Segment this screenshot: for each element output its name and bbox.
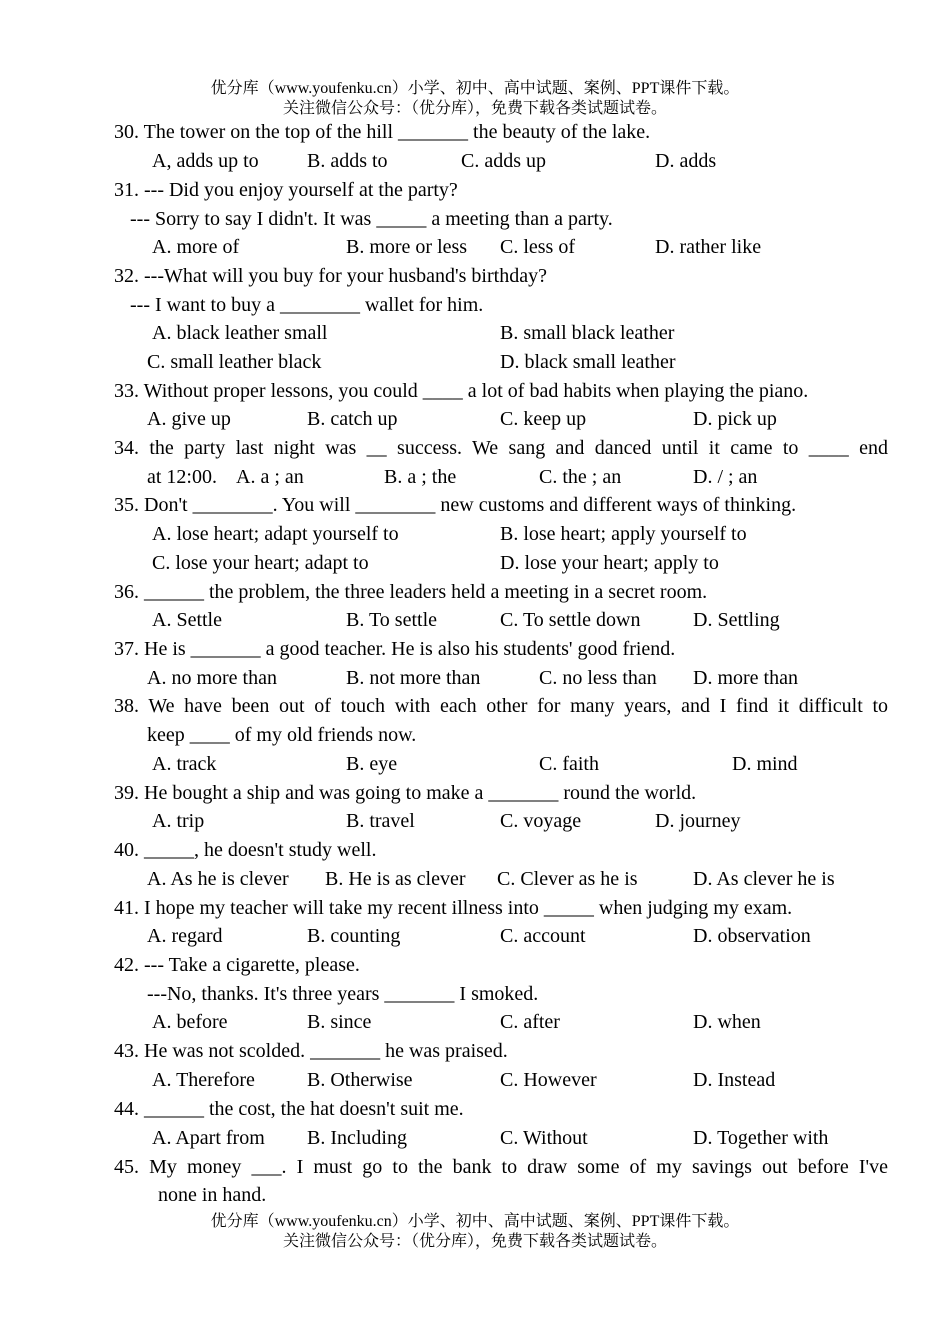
question-36-option-a: A. Settle: [152, 609, 222, 631]
question-40-option-a: A. As he is clever: [147, 868, 289, 890]
footer-line-1: 优分库（www.youfenku.cn）小学、初中、高中试题、案例、PPT课件下载。: [210, 1213, 740, 1230]
question-44-stem: 44. ______ the cost, the hat doesn't suit me.: [114, 1098, 464, 1120]
question-42-option-c: C. after: [500, 1011, 560, 1033]
question-34-stem: 34. the party last night was __ success. We sang and danced until it came to ____ end: [114, 437, 888, 459]
question-30-option-a: A, adds up to: [152, 150, 259, 172]
question-35-option-c: C. lose your heart; adapt to: [152, 552, 369, 574]
question-32-stem-2: --- I want to buy a ________ wallet for him.: [130, 294, 484, 316]
question-41-option-d: D. observation: [693, 925, 811, 947]
question-36-option-d: D. Settling: [693, 609, 780, 631]
question-41-option-c: C. account: [500, 925, 586, 947]
question-39-option-a: A. trip: [152, 810, 205, 832]
question-32-stem: 32. ---What will you buy for your husband's birthday?: [114, 265, 547, 287]
question-38-option-c: C. faith: [539, 753, 599, 775]
question-36-option-c: C. To settle down: [500, 609, 641, 631]
question-43-option-a: A. Therefore: [152, 1069, 255, 1091]
question-36-option-b: B. To settle: [346, 609, 438, 631]
question-37-option-c: C. no less than: [539, 667, 657, 689]
question-45-stem: 45. My money ___. I must go to the bank to draw some of my savings out before I've: [114, 1156, 888, 1178]
question-37-option-a: A. no more than: [147, 667, 277, 689]
question-40-option-d: D. As clever he is: [693, 868, 835, 890]
question-39-stem: 39. He bought a ship and was going to make a _______ round the world.: [114, 782, 697, 804]
question-38-stem-2: keep ____ of my old friends now.: [147, 724, 417, 746]
question-43-option-c: C. However: [500, 1069, 597, 1091]
question-44-option-d: D. Together with: [693, 1127, 829, 1149]
question-34-stem-2: at 12:00.: [147, 466, 217, 488]
question-38-option-d: D. mind: [732, 753, 798, 775]
question-31-option-a: A. more of: [152, 236, 240, 258]
question-39-option-c: C. voyage: [500, 810, 582, 832]
question-42-stem: 42. --- Take a cigarette, please.: [114, 954, 360, 976]
question-31-option-d: D. rather like: [655, 236, 762, 258]
question-44-option-c: C. Without: [500, 1127, 588, 1149]
question-45-stem-2: none in hand.: [158, 1184, 267, 1206]
question-40-stem: 40. _____, he doesn't study well.: [114, 839, 377, 861]
question-33-stem: 33. Without proper lessons, you could ____ a lot of bad habits when playing the piano.: [114, 380, 809, 402]
question-32-option-d: D. black small leather: [500, 351, 676, 373]
question-43-option-d: D. Instead: [693, 1069, 776, 1091]
question-34-option-d: D. / ; an: [693, 466, 758, 488]
question-31-option-b: B. more or less: [346, 236, 468, 258]
question-33-option-c: C. keep up: [500, 408, 587, 430]
question-43-option-b: B. Otherwise: [307, 1069, 413, 1091]
question-43-stem: 43. He was not scolded. _______ he was praised.: [114, 1040, 508, 1062]
question-36-stem: 36. ______ the problem, the three leaders held a meeting in a secret room.: [114, 581, 708, 603]
question-38-option-b: B. eye: [346, 753, 398, 775]
question-37-stem: 37. He is _______ a good teacher. He is also his students' good friend.: [114, 638, 676, 660]
question-32-option-c: C. small leather black: [147, 351, 322, 373]
question-41-option-b: B. counting: [307, 925, 401, 947]
question-37-option-d: D. more than: [693, 667, 798, 689]
question-38-stem: 38. We have been out of touch with each other for many years, and I find it difficult to: [114, 695, 888, 717]
question-39-option-b: B. travel: [346, 810, 415, 832]
question-30-option-b: B. adds to: [307, 150, 388, 172]
footer-line-2: 关注微信公众号：（优分库），免费下载各类试题试卷。: [282, 1233, 667, 1250]
question-31-option-c: C. less of: [500, 236, 575, 258]
question-32-option-b: B. small black leather: [500, 322, 675, 344]
question-42-stem-2: ---No, thanks. It's three years _______ I smoked.: [147, 983, 539, 1005]
question-34-option-c: C. the ; an: [539, 466, 622, 488]
question-34-option-b: B. a ; the: [384, 466, 457, 488]
question-35-stem: 35. Don't ________. You will ________ new customs and different ways of thinking.: [114, 494, 797, 516]
question-30-stem: 30. The tower on the top of the hill _______ the beauty of the lake.: [114, 121, 651, 143]
question-42-option-b: B. since: [307, 1011, 372, 1033]
question-38-option-a: A. track: [152, 753, 217, 775]
question-33-option-b: B. catch up: [307, 408, 398, 430]
page-footer: [0, 1212, 950, 1252]
question-40-option-c: C. Clever as he is: [497, 868, 638, 890]
question-30-option-c: C. adds up: [461, 150, 546, 172]
question-39-option-d: D. journey: [655, 810, 741, 832]
question-37-option-b: B. not more than: [346, 667, 481, 689]
question-30-option-d: D. adds: [655, 150, 717, 172]
question-44-option-a: A. Apart from: [152, 1127, 265, 1149]
question-32-option-a: A. black leather small: [152, 322, 328, 344]
question-35-option-d: D. lose your heart; apply to: [500, 552, 719, 574]
question-31-stem: 31. --- Did you enjoy yourself at the party?: [114, 179, 458, 201]
question-44-option-b: B. Including: [307, 1127, 407, 1149]
question-42-option-a: A. before: [152, 1011, 228, 1033]
question-41-option-a: A. regard: [147, 925, 223, 947]
question-33-option-d: D. pick up: [693, 408, 777, 430]
header-line-1: 优分库（www.youfenku.cn）小学、初中、高中试题、案例、PPT课件下载。: [210, 80, 740, 97]
question-42-option-d: D. when: [693, 1011, 761, 1033]
question-40-option-b: B. He is as clever: [325, 868, 466, 890]
question-41-stem: 41. I hope my teacher will take my recent illness into _____ when judging my exam.: [114, 897, 793, 919]
question-33-option-a: A. give up: [147, 408, 231, 430]
question-34-option-a: A. a ; an: [236, 466, 304, 488]
question-35-option-a: A. lose heart; adapt yourself to: [152, 523, 399, 545]
question-31-stem-2: --- Sorry to say I didn't. It was _____ a meeting than a party.: [130, 208, 613, 230]
header-line-2: 关注微信公众号：（优分库），免费下载各类试题试卷。: [282, 100, 667, 117]
question-35-option-b: B. lose heart; apply yourself to: [500, 523, 747, 545]
